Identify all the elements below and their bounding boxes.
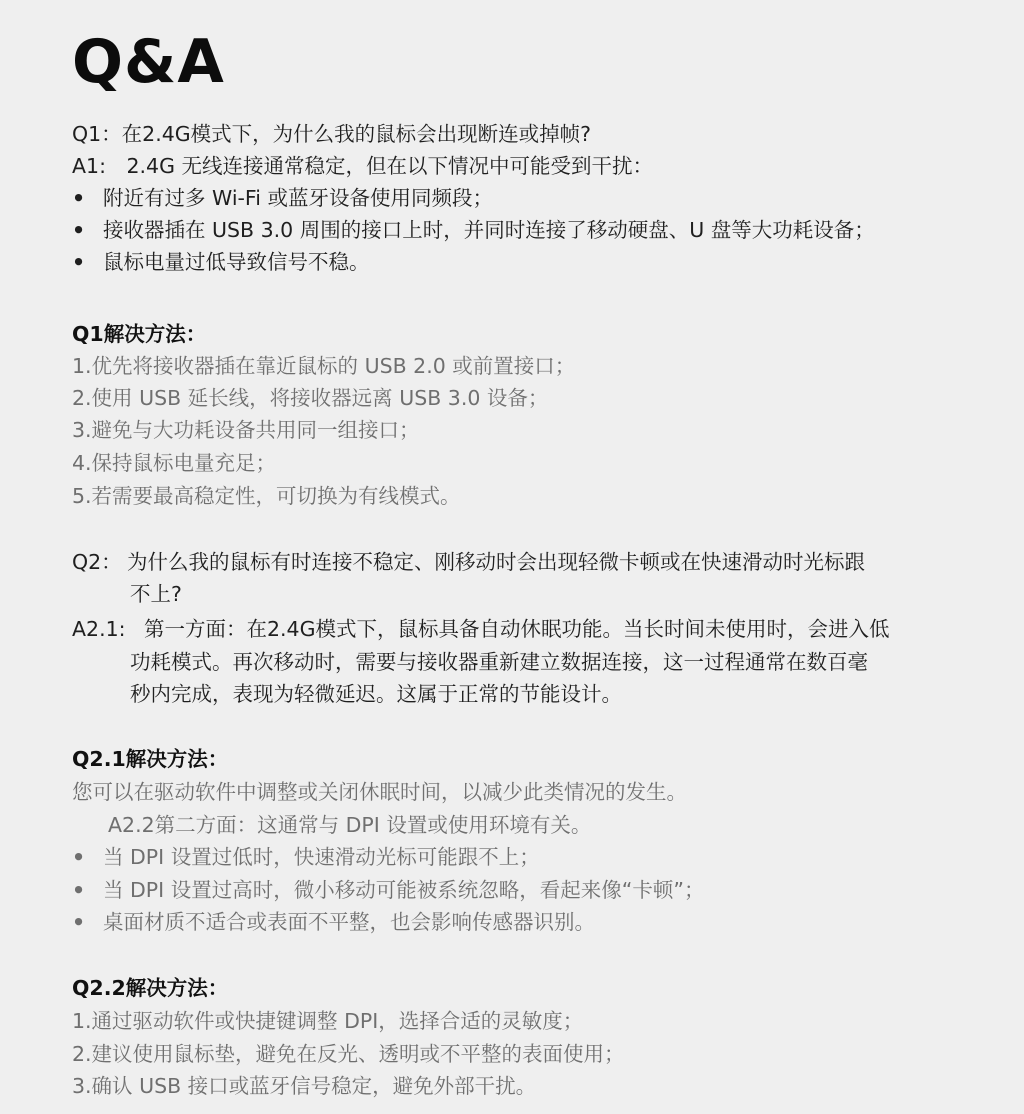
q2-question-line: 为什么我的鼠标有时连接不稳定、刚移动时会出现轻微卡顿或在快速滑动时光标跟 xyxy=(127,550,865,574)
q2-question-line: 不上? xyxy=(130,582,182,606)
a22-answer: A2.2第二方面：这通常与 DPI 设置或使用环境有关。 xyxy=(108,813,592,837)
bullet-icon: • xyxy=(72,186,86,210)
q1-solution-item: 4.保持鼠标电量充足； xyxy=(72,451,277,475)
q22-solution-heading: Q2.2解决方法： xyxy=(72,976,229,1000)
bullet-icon: • xyxy=(72,910,86,934)
q1-solution-item: 2.使用 USB 延长线，将接收器远离 USB 3.0 设备； xyxy=(72,386,549,410)
q22-solution-item: 3.确认 USB 接口或蓝牙信号稳定，避免外部干扰。 xyxy=(72,1074,537,1098)
bullet-text: 附近有过多 Wi-Fi 或蓝牙设备使用同频段； xyxy=(103,186,493,210)
bullet-text: 鼠标电量过低导致信号不稳。 xyxy=(103,250,370,274)
q22-solution-item: 1.通过驱动软件或快捷键调整 DPI，选择合适的灵敏度； xyxy=(72,1009,584,1033)
q2-question xyxy=(72,546,122,578)
a1-answer: A1: 2.4G 无线连接通常稳定，但在以下情况中可能受到干扰： xyxy=(72,154,653,178)
q1-solution-heading: Q1解决方法： xyxy=(72,322,207,346)
bullet-icon: • xyxy=(72,250,86,274)
bullet-icon: • xyxy=(72,878,86,902)
q1-solution-item: 3.避免与大功耗设备共用同一组接口； xyxy=(72,418,420,442)
q21-bullet-item xyxy=(72,874,704,906)
bullet-text: 当 DPI 设置过低时，快速滑动光标可能跟不上； xyxy=(103,845,540,869)
q21-solution-heading: Q2.1解决方法： xyxy=(72,747,229,771)
q22-solution-item: 2.建议使用鼠标垫，避免在反光、透明或不平整的表面使用； xyxy=(72,1042,625,1066)
page-title: Q&A xyxy=(72,27,225,97)
q1-question: Q1：在2.4G模式下，为什么我的鼠标会出现断连或掉帧? xyxy=(72,122,592,146)
q21-bullet-item xyxy=(72,906,595,938)
bullet-text: 当 DPI 设置过高时，微小移动可能被系统忽略，看起来像“卡顿”； xyxy=(103,878,705,902)
q21-solution-text: 您可以在驱动软件中调整或关闭休眠时间，以减少此类情况的发生。 xyxy=(72,780,687,804)
q21-bullet-item xyxy=(72,841,540,873)
q1-bullet-item xyxy=(72,246,370,278)
bullet-icon: • xyxy=(72,218,86,242)
a21-answer-line: 功耗模式。再次移动时，需要与接收器重新建立数据连接，这一过程通常在数百毫 xyxy=(130,650,868,674)
q1-bullet-item xyxy=(72,182,493,214)
q1-bullet-item xyxy=(72,214,875,246)
a21-answer-line: 秒内完成，表现为轻微延迟。这属于正常的节能设计。 xyxy=(130,682,622,706)
bullet-text: 接收器插在 USB 3.0 周围的接口上时，并同时连接了移动硬盘、U 盘等大功耗设备； xyxy=(103,218,875,242)
bullet-text: 桌面材质不适合或表面不平整，也会影响传感器识别。 xyxy=(103,910,595,934)
q1-solution-item: 1.优先将接收器插在靠近鼠标的 USB 2.0 或前置接口； xyxy=(72,354,576,378)
q2-label: Q2： xyxy=(72,550,122,574)
a21-label: A2.1: xyxy=(72,617,126,641)
bullet-icon: • xyxy=(72,845,86,869)
q1-solution-item: 5.若需要最高稳定性，可切换为有线模式。 xyxy=(72,484,461,508)
a21-answer-line: 第一方面：在2.4G模式下，鼠标具备自动休眠功能。当长时间未使用时，会进入低 xyxy=(144,617,890,641)
